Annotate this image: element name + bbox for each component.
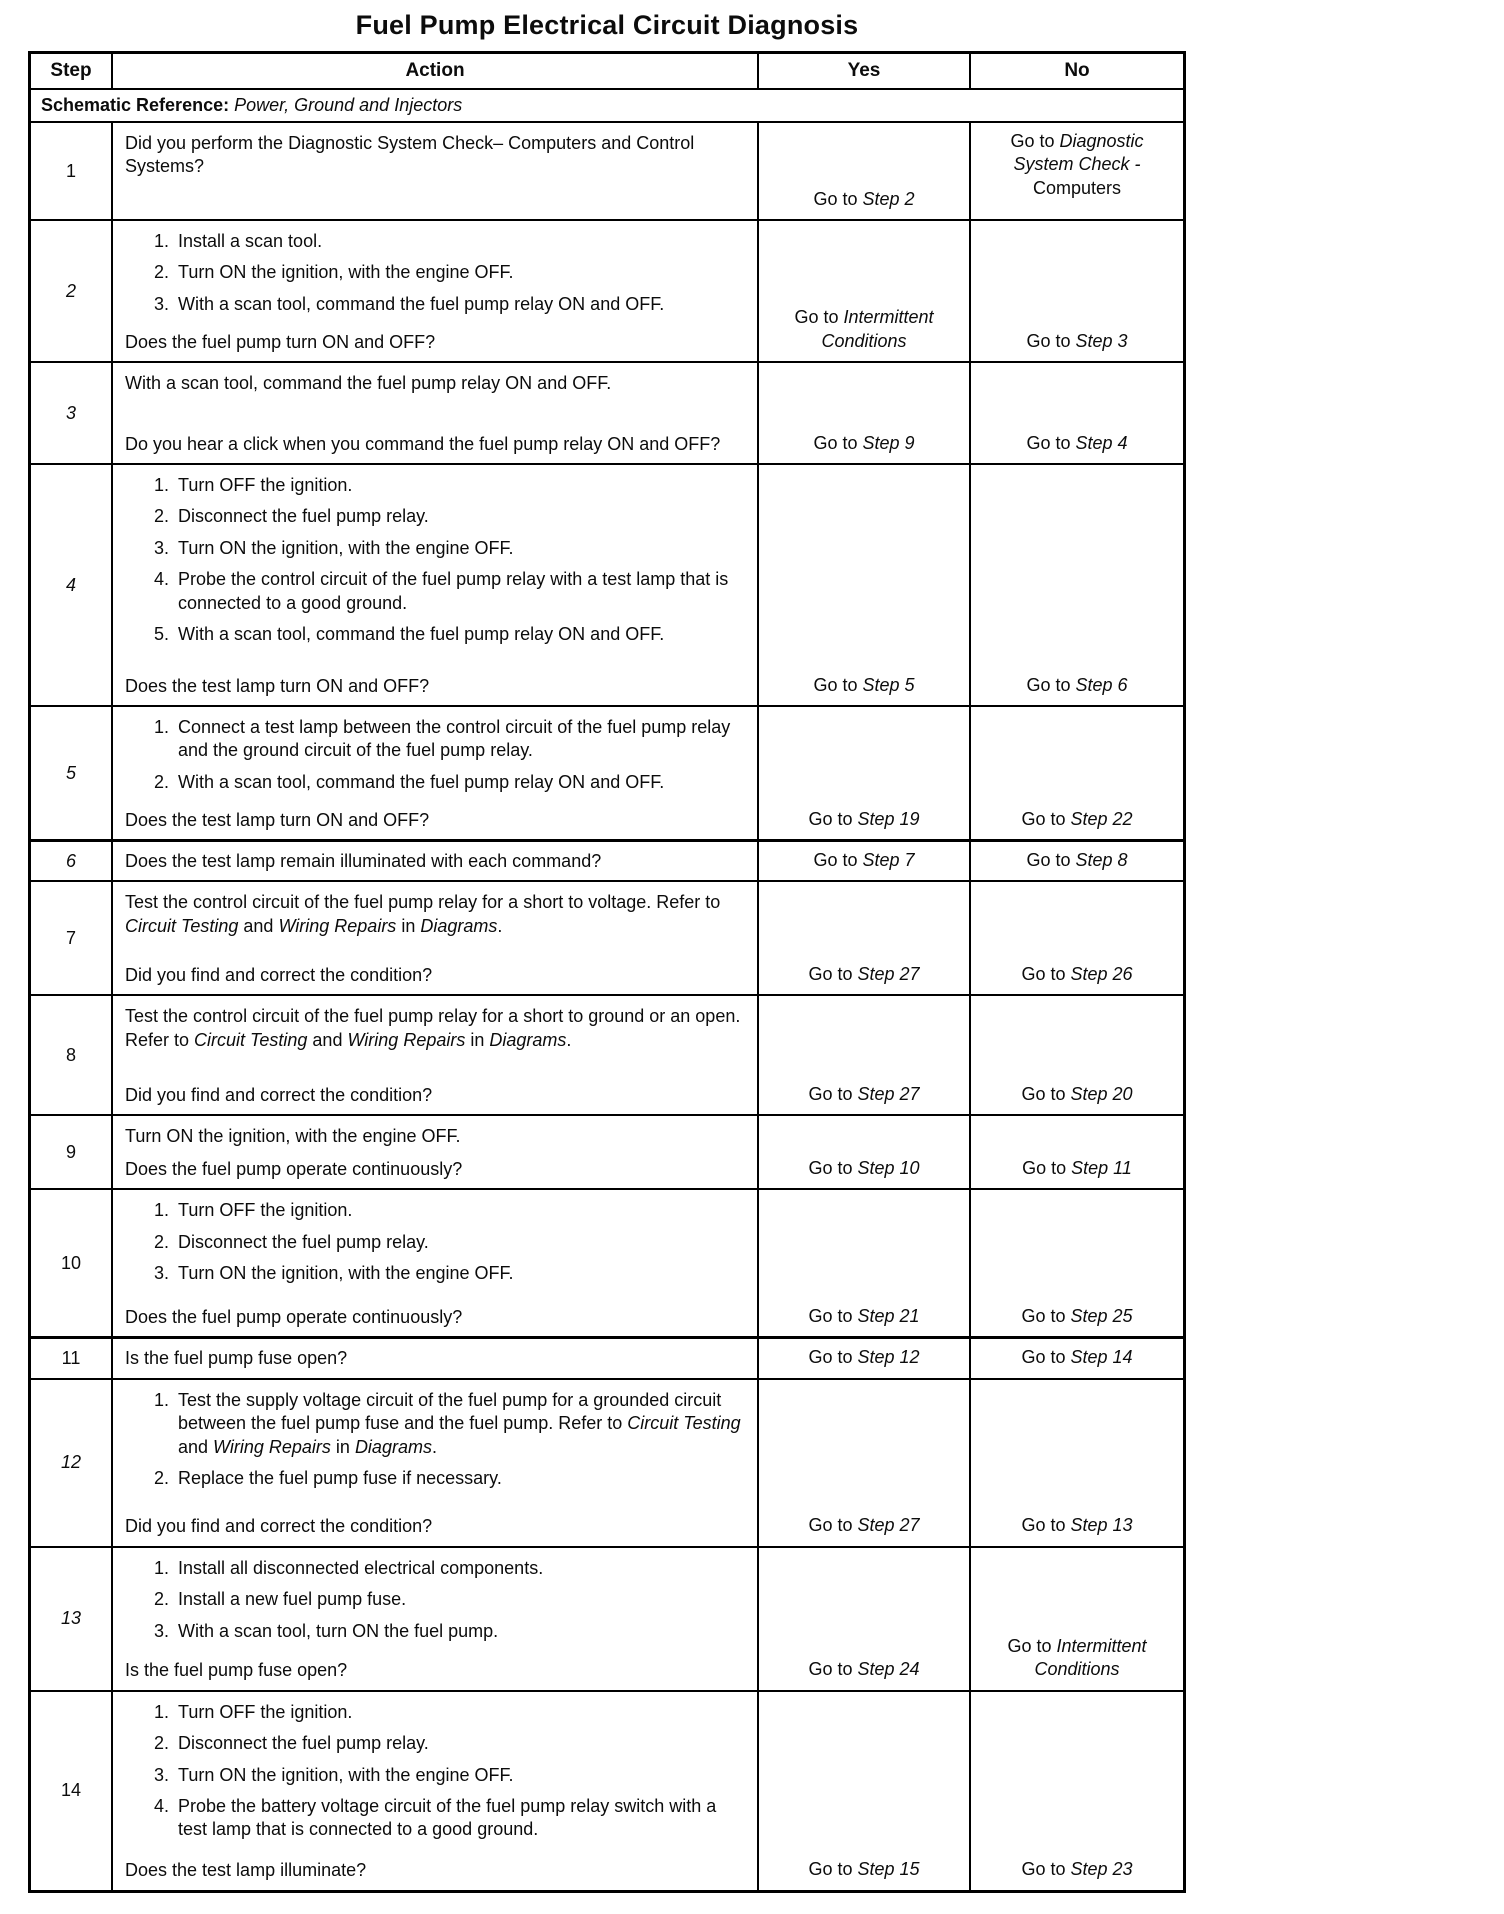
table-row — [31, 994, 1183, 1114]
action-list-item — [125, 1588, 745, 1611]
action-list-item — [125, 537, 745, 560]
action-list-item — [125, 1701, 745, 1724]
yes-cell — [757, 882, 969, 994]
action-cell — [111, 1380, 757, 1546]
no-cell-text: Go to Step 13 — [1021, 1515, 1133, 1536]
action-cell — [111, 123, 757, 219]
list-item-number: 1. — [153, 1557, 169, 1578]
action-list-item — [125, 474, 745, 497]
step-cell — [31, 707, 111, 839]
list-item-text: Turn ON the ignition, with the engine OFF. — [178, 1263, 514, 1284]
diagnosis-document — [28, 0, 1186, 1893]
no-cell-text: Go to Step 3 — [1026, 330, 1128, 351]
step-number: 8 — [65, 1044, 76, 1065]
table-row — [31, 880, 1183, 994]
yes-cell-text: Go to Intermittent Conditions — [794, 307, 934, 351]
yes-cell — [757, 1190, 969, 1336]
list-item-number: 1. — [153, 1389, 169, 1410]
yes-cell — [757, 465, 969, 705]
yes-cell — [757, 1548, 969, 1690]
yes-cell-text: Go to Step 27 — [808, 1084, 920, 1104]
table-row — [31, 121, 1183, 219]
action-list-item — [125, 1467, 745, 1490]
yes-cell-text: Go to Step 27 — [808, 1515, 920, 1536]
no-cell — [969, 1548, 1183, 1690]
yes-cell — [757, 707, 969, 839]
diagnosis-table — [28, 51, 1186, 1893]
no-cell-text: Go to Step 23 — [1021, 1859, 1133, 1880]
list-item-text: Disconnect the fuel pump relay. — [178, 506, 429, 527]
list-item-number: 4. — [153, 569, 169, 590]
no-cell-text: Go to Step 6 — [1026, 674, 1128, 695]
table-row — [31, 1378, 1183, 1546]
no-cell — [969, 363, 1183, 463]
no-cell-text: Go to Step 25 — [1021, 1306, 1133, 1326]
list-item-text: Install a new fuel pump fuse. — [178, 1589, 407, 1610]
step-cell — [31, 1548, 111, 1690]
list-item-number: 1. — [153, 231, 169, 251]
action-list-item — [125, 1795, 745, 1842]
list-item-text: Probe the battery voltage circuit of the fuel pump relay switch with a test lamp that is connected to a good ground. — [178, 1795, 717, 1840]
no-cell — [969, 882, 1183, 994]
list-item-number: 4. — [153, 1795, 169, 1816]
header-no: No — [969, 54, 1183, 88]
yes-cell-text: Go to Step 15 — [808, 1859, 920, 1880]
table-row — [31, 705, 1183, 839]
step-cell — [31, 842, 111, 880]
action-question: Did you find and correct the condition? — [125, 965, 433, 985]
table-row — [31, 1188, 1183, 1336]
action-question: Does the fuel pump operate continuously? — [125, 1159, 463, 1179]
action-question: Does the fuel pump operate continuously? — [125, 1307, 463, 1327]
action-list-item — [125, 1732, 745, 1755]
yes-cell — [757, 363, 969, 463]
action-paragraph: Did you perform the Diagnostic System Check– Computers and Control Systems? — [125, 133, 695, 177]
step-cell — [31, 1116, 111, 1188]
list-item-number: 2. — [153, 262, 169, 283]
action-cell — [111, 363, 757, 463]
action-list-item — [125, 623, 745, 646]
no-cell — [969, 1339, 1183, 1377]
yes-cell — [757, 1380, 969, 1546]
list-item-text: Turn ON the ignition, with the engine OFF. — [178, 1764, 514, 1785]
action-list-item — [125, 293, 745, 316]
schematic-reference-label: Schematic Reference: — [41, 95, 230, 115]
action-list-item — [125, 1389, 745, 1459]
table-row — [31, 1690, 1183, 1890]
action-question: Does the test lamp illuminate? — [125, 1860, 367, 1881]
table-row — [31, 463, 1183, 705]
action-list-item — [125, 505, 745, 528]
no-cell — [969, 465, 1183, 705]
list-item-number: 1. — [153, 1200, 169, 1221]
list-item-number: 3. — [153, 1764, 169, 1785]
no-cell-text: Go to Step 14 — [1021, 1347, 1133, 1368]
no-cell — [969, 1692, 1183, 1890]
list-item-text: With a scan tool, turn ON the fuel pump. — [178, 1620, 499, 1641]
action-cell — [111, 996, 757, 1114]
step-number: 1 — [65, 160, 76, 181]
list-item-number: 5. — [153, 623, 169, 644]
list-item-text: Turn OFF the ignition. — [178, 1701, 353, 1722]
action-list-item — [125, 716, 745, 763]
action-list-item — [125, 1231, 745, 1254]
no-cell — [969, 1116, 1183, 1188]
schematic-reference-row — [31, 88, 1183, 121]
yes-cell-text: Go to Step 10 — [808, 1158, 920, 1178]
action-paragraph: Turn ON the ignition, with the engine OFF. — [125, 1126, 461, 1147]
yes-cell-text: Go to Step 27 — [808, 964, 920, 984]
list-item-text: Probe the control circuit of the fuel pump relay with a test lamp that is connected to a good ground. — [178, 569, 729, 613]
no-cell-text: Go to Step 4 — [1026, 432, 1128, 453]
action-list-item — [125, 261, 745, 284]
yes-cell-text: Go to Step 19 — [808, 808, 920, 829]
list-item-number: 3. — [153, 1620, 169, 1641]
no-cell-text: Go to Diagnostic System Check - Computers — [1010, 131, 1144, 198]
list-item-text: Disconnect the fuel pump relay. — [178, 1231, 429, 1252]
yes-cell — [757, 221, 969, 361]
yes-cell-text: Go to Step 2 — [813, 188, 915, 209]
table-row — [31, 219, 1183, 361]
list-item-number: 2. — [153, 506, 169, 527]
action-question: Did you find and correct the condition? — [125, 1085, 433, 1105]
action-paragraph: With a scan tool, command the fuel pump relay ON and OFF. — [125, 373, 612, 393]
step-cell — [31, 221, 111, 361]
step-cell — [31, 123, 111, 219]
action-question: Does the test lamp turn ON and OFF? — [125, 675, 430, 696]
action-paragraph: Test the control circuit of the fuel pump relay for a short to ground or an open. Refer to Circuit Testing and Wiring Repairs in Diagrams. — [125, 1006, 741, 1050]
action-cell — [111, 1548, 757, 1690]
list-item-number: 2. — [153, 771, 169, 792]
action-cell — [111, 465, 757, 705]
list-item-number: 2. — [153, 1733, 169, 1754]
step-number: 2 — [65, 280, 76, 301]
action-question: Do you hear a click when you command the fuel pump relay ON and OFF? — [125, 433, 721, 454]
yes-cell — [757, 1116, 969, 1188]
action-cell — [111, 1116, 757, 1188]
no-cell-text: Go to Step 11 — [1022, 1158, 1132, 1178]
header-action: Action — [111, 54, 757, 88]
step-number: 5 — [65, 762, 76, 783]
action-list-item — [125, 1557, 745, 1580]
step-cell — [31, 1190, 111, 1336]
list-item-number: 3. — [153, 293, 169, 314]
action-question: Is the fuel pump fuse open? — [125, 1660, 348, 1681]
list-item-text: Turn OFF the ignition. — [178, 1200, 353, 1221]
table-row — [31, 1114, 1183, 1188]
page-title: Fuel Pump Electrical Circuit Diagnosis — [355, 10, 859, 40]
step-number: 7 — [65, 927, 76, 948]
table-row — [31, 839, 1183, 880]
yes-cell-text: Go to Step 7 — [813, 850, 915, 870]
no-cell-text: Go to Step 20 — [1021, 1084, 1133, 1104]
list-item-text: Turn ON the ignition, with the engine OFF. — [178, 262, 514, 283]
yes-cell — [757, 1339, 969, 1377]
yes-cell-text: Go to Step 12 — [808, 1347, 920, 1368]
list-item-text: Test the supply voltage circuit of the fuel pump for a grounded circuit between the fuel pump fuse and the fuel pump. Refer to Circuit Testing and Wiring Repairs in Diagrams. — [178, 1389, 741, 1457]
header-yes: Yes — [757, 54, 969, 88]
yes-cell-text: Go to Step 9 — [813, 432, 915, 453]
action-question: Does the test lamp remain illuminated with each command? — [125, 850, 602, 871]
action-cell — [111, 707, 757, 839]
step-number: 9 — [65, 1141, 76, 1162]
list-item-number: 2. — [153, 1231, 169, 1252]
schematic-reference-value: Power, Ground and Injectors — [229, 95, 463, 115]
step-cell — [31, 363, 111, 463]
step-cell — [31, 1339, 111, 1377]
step-number: 14 — [60, 1780, 82, 1801]
list-item-number: 1. — [153, 475, 169, 495]
list-item-text: With a scan tool, command the fuel pump relay ON and OFF. — [178, 293, 665, 314]
list-item-text: Turn OFF the ignition. — [178, 475, 353, 495]
list-item-number: 2. — [153, 1467, 169, 1488]
action-cell — [111, 1692, 757, 1890]
no-cell — [969, 842, 1183, 880]
list-item-number: 1. — [153, 717, 169, 737]
no-cell-text: Go to Intermittent Conditions — [1007, 1636, 1147, 1680]
action-list-item — [125, 1620, 745, 1643]
step-cell — [31, 1380, 111, 1546]
list-item-text: Install all disconnected electrical components. — [178, 1557, 544, 1578]
step-cell — [31, 1692, 111, 1890]
table-header-row — [31, 54, 1183, 88]
list-item-number: 1. — [153, 1701, 169, 1722]
action-cell — [111, 842, 757, 880]
list-item-number: 2. — [153, 1589, 169, 1610]
step-cell — [31, 465, 111, 705]
no-cell — [969, 707, 1183, 839]
action-question: Is the fuel pump fuse open? — [125, 1347, 348, 1368]
action-question: Does the fuel pump turn ON and OFF? — [125, 331, 436, 352]
no-cell — [969, 996, 1183, 1114]
no-cell — [969, 123, 1183, 219]
header-step: Step — [50, 60, 92, 81]
list-item-text: With a scan tool, command the fuel pump relay ON and OFF. — [178, 623, 665, 644]
list-item-text: Replace the fuel pump fuse if necessary. — [178, 1467, 502, 1488]
no-cell-text: Go to Step 22 — [1021, 808, 1133, 829]
yes-cell-text: Go to Step 21 — [808, 1306, 920, 1326]
no-cell — [969, 221, 1183, 361]
action-question: Did you find and correct the condition? — [125, 1516, 433, 1537]
table-row — [31, 1546, 1183, 1690]
step-number: 3 — [65, 402, 76, 423]
action-cell — [111, 1339, 757, 1377]
action-cell — [111, 1190, 757, 1336]
list-item-text: Turn ON the ignition, with the engine OFF. — [178, 537, 514, 558]
yes-cell-text: Go to Step 24 — [808, 1659, 920, 1680]
list-item-text: With a scan tool, command the fuel pump relay ON and OFF. — [178, 771, 665, 792]
action-cell — [111, 882, 757, 994]
no-cell — [969, 1380, 1183, 1546]
table-row — [31, 361, 1183, 463]
list-item-number: 3. — [153, 537, 169, 558]
step-number: 13 — [60, 1608, 82, 1629]
table-body — [31, 121, 1183, 1890]
yes-cell — [757, 842, 969, 880]
action-list-item — [125, 771, 745, 794]
action-list-item — [125, 568, 745, 615]
list-item-text: Connect a test lamp between the control circuit of the fuel pump relay and the ground circuit of the fuel pump relay. — [178, 717, 731, 761]
step-cell — [31, 882, 111, 994]
no-cell — [969, 1190, 1183, 1336]
yes-cell — [757, 123, 969, 219]
action-list-item — [125, 1262, 745, 1285]
table-row — [31, 1336, 1183, 1377]
step-number: 11 — [61, 1348, 81, 1369]
action-list-item — [125, 1764, 745, 1787]
list-item-text: Install a scan tool. — [178, 231, 323, 251]
action-cell — [111, 221, 757, 361]
yes-cell — [757, 1692, 969, 1890]
action-list-item — [125, 1199, 745, 1222]
action-question: Does the test lamp turn ON and OFF? — [125, 809, 430, 830]
action-list-item — [125, 230, 745, 253]
no-cell-text: Go to Step 8 — [1026, 850, 1128, 870]
step-number: 10 — [60, 1252, 82, 1273]
no-cell-text: Go to Step 26 — [1021, 964, 1133, 984]
list-item-text: Disconnect the fuel pump relay. — [178, 1733, 429, 1754]
step-number: 4 — [65, 574, 76, 595]
step-number: 6 — [65, 850, 76, 871]
list-item-number: 3. — [153, 1263, 169, 1284]
yes-cell-text: Go to Step 5 — [813, 674, 915, 695]
step-number: 12 — [60, 1452, 82, 1473]
action-paragraph: Test the control circuit of the fuel pump relay for a short to voltage. Refer to Circuit Testing and Wiring Repairs in Diagrams. — [125, 892, 721, 936]
step-cell — [31, 996, 111, 1114]
yes-cell — [757, 996, 969, 1114]
